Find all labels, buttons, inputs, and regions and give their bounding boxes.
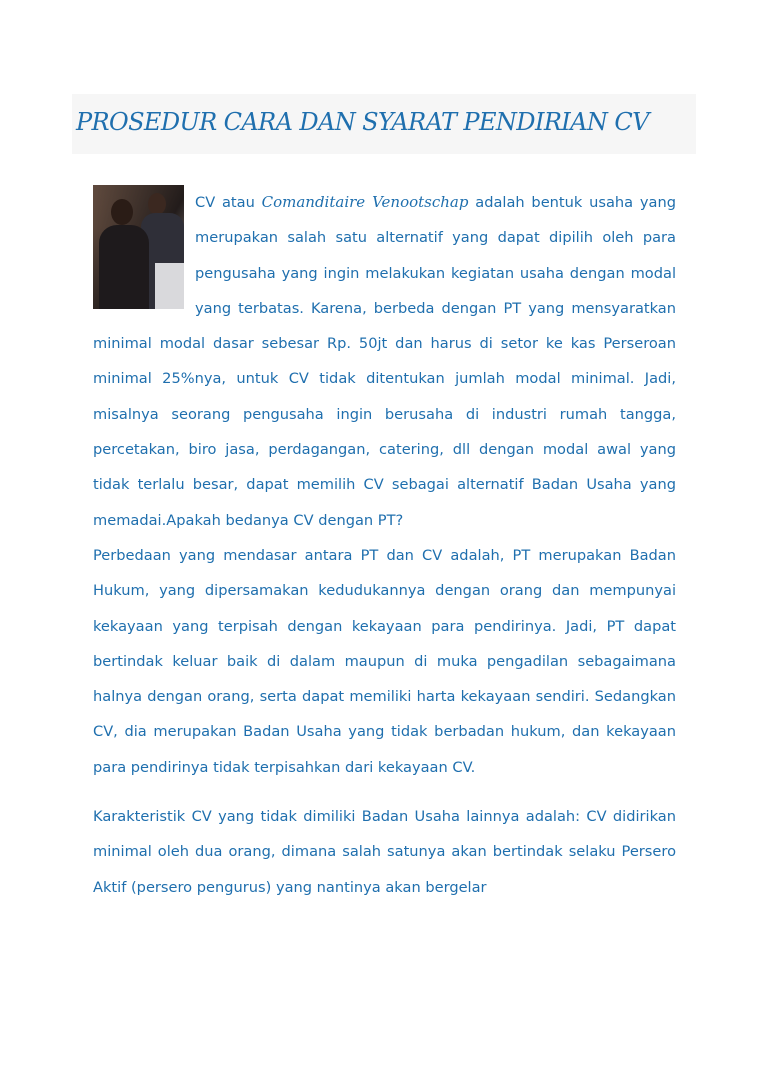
paragraph-gap — [93, 785, 676, 799]
paragraph-pt-cv-difference: Perbedaan yang mendasar antara PT dan CV adalah, PT merupakan Badan Hukum, yang dipersamakan kedudukannya dengan orang dan mempunyai kekayaan yang terpisah dengan kekayaan para pendirinya. Jadi, PT dapat bertindak keluar baik di dalam maupun di muka pengadilan sebagaimana halnya dengan orang, serta dapat memiliki harta kekayaan sendiri. Sedangkan CV, dia merupakan Badan Usaha yang tidak berbadan hukum, dan kekayaan para pendirinya tidak terpisahkan dari kekayaan CV. — [93, 546, 676, 776]
title-band — [72, 94, 696, 154]
paragraph1-term: Comanditaire Venootschap — [261, 193, 469, 211]
paragraph-cv-characteristics: Karakteristik CV yang tidak dimiliki Badan Usaha lainnya adalah: CV didirikan minimal oleh dua orang, dimana salah satunya akan bertindak selaku Persero Aktif (persero pengurus) yang nantinya akan bergelar — [93, 808, 676, 896]
paragraph1-prefix: CV atau — [195, 194, 262, 211]
page-title: PROSEDUR CARA DAN SYARAT PENDIRIAN CV — [76, 108, 649, 136]
document-body — [93, 185, 676, 905]
paragraph1-rest: adalah bentuk usaha yang merupakan salah satu alternatif yang dapat dipilih oleh para pengusaha yang ingin melakukan kegiatan usaha dengan modal yang terbatas. Karena, berbeda dengan PT yang mensyaratkan minimal modal dasar sebesar Rp. 50jt dan harus di setor ke kas Perseroan minimal 25%nya, untuk CV tidak ditentukan jumlah modal minimal. Jadi, misalnya seorang pengusaha ingin berusaha di industri rumah tangga, percetakan, biro jasa, perdagangan, catering, dll dengan modal awal yang tidak terlalu besar, dapat memilih CV sebagai alternatif Badan Usaha yang memadai.Apakah bedanya CV dengan PT? — [93, 194, 676, 529]
people-photo — [93, 185, 184, 309]
